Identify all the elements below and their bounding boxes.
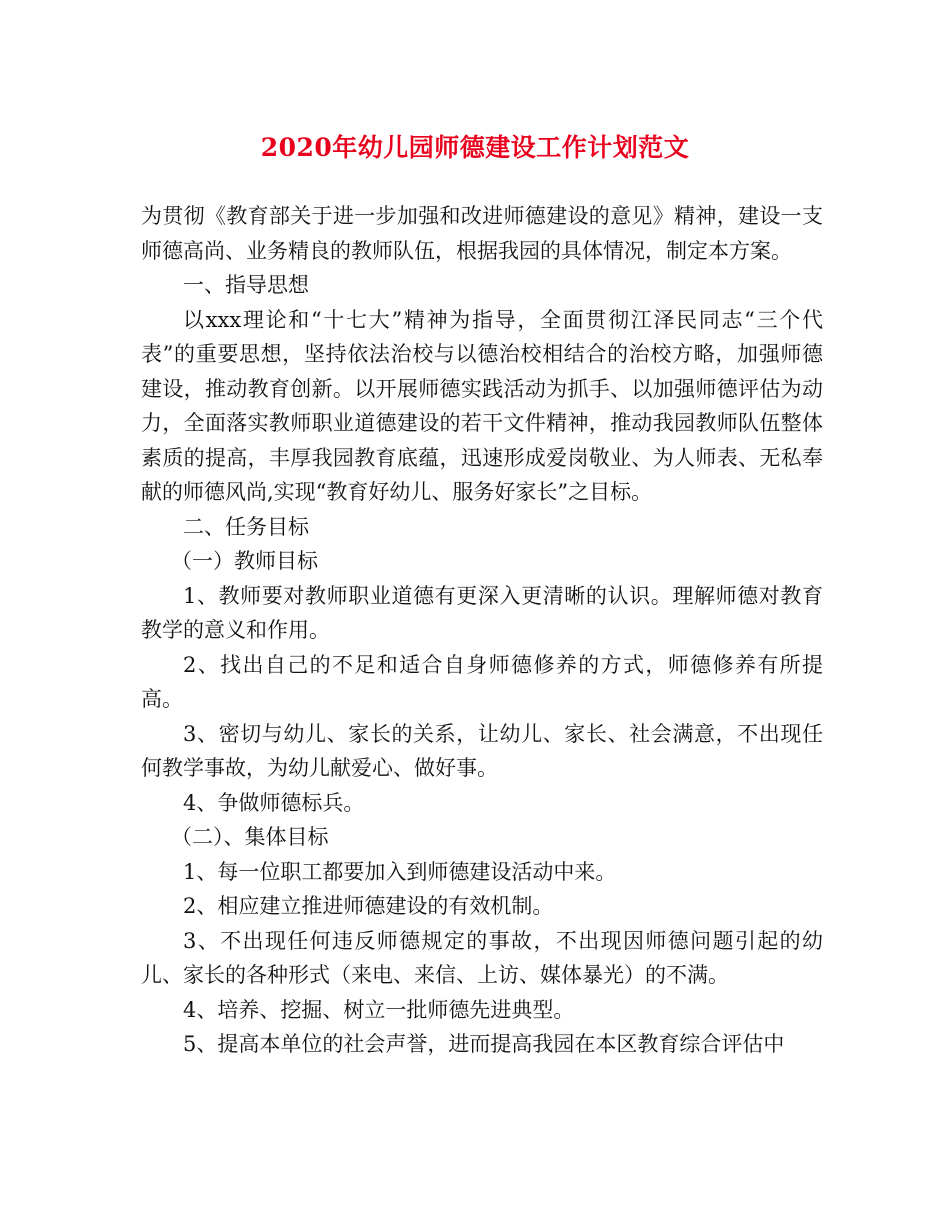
section-heading-guiding-ideology: 一、指导思想 bbox=[183, 273, 309, 297]
list-item-teacher-goal-4: 4、争做师德标兵。 bbox=[183, 790, 365, 815]
list-item-collective-goal-1: 1、每一位职工都要加入到师德建设活动中来。 bbox=[183, 859, 617, 884]
list-item-collective-goal-4: 4、培养、挖掘、树立一批师德先进典型。 bbox=[183, 997, 575, 1022]
subsection-heading-teacher-goals: （一）教师目标 bbox=[171, 549, 318, 573]
list-item-collective-goal-2: 2、相应建立推进师德建设的有效机制。 bbox=[183, 894, 554, 918]
list-item-collective-goal-3: 3、不出现任何违反师德规定的事故，不出现因师德问题引起的幼儿、家长的各种形式（来电、来信、上访、媒体暴光）的不满。 bbox=[141, 928, 823, 987]
document-title: 2020年幼儿园师德建设工作计划范文 bbox=[260, 133, 690, 162]
document-body bbox=[141, 199, 823, 1062]
paragraph-intro: 为贯彻《教育部关于进一步加强和改进师德建设的意见》精神，建设一支师德高尚、业务精良的教师队伍，根据我园的具体情况，制定本方案。 bbox=[141, 204, 823, 263]
subsection-heading-collective-goals: （二）、集体目标 bbox=[171, 825, 329, 849]
list-item-teacher-goal-3: 3、密切与幼儿、家长的关系，让幼儿、家长、社会满意，不出现任何教学事故，为幼儿献爱心、做好事。 bbox=[141, 721, 823, 780]
list-item-teacher-goal-2: 2、找出自己的不足和适合自身师德修养的方式，师德修养有所提高。 bbox=[141, 652, 823, 711]
section-heading-task-goals: 二、任务目标 bbox=[183, 514, 309, 539]
list-item-teacher-goal-1: 1、教师要对教师职业道德有更深入更清晰的认识。理解师德对教育教学的意义和作用。 bbox=[141, 583, 823, 642]
list-item-collective-goal-5: 5、提高本单位的社会声誉，进而提高我园在本区教育综合评估中 bbox=[183, 1032, 785, 1056]
paragraph-guiding-ideology: 以xxx理论和“十七大”精神为指导，全面贯彻江泽民同志“三个代表”的重要思想，坚持依法治校与以德治校相结合的治校方略，加强师德建设，推动教育创新。以开展师德实践活动为抓手、以加强师德评估为动力，全面落实教师职业道德建设的若干文件精神，推动我园教师队伍整体素质的提高，丰厚我园教育底蕴，迅速形成爱岗敬业、为人师表、无私奉献的师德风尚,实现“教育好幼儿、服务好家长”之目标。 bbox=[141, 307, 823, 504]
